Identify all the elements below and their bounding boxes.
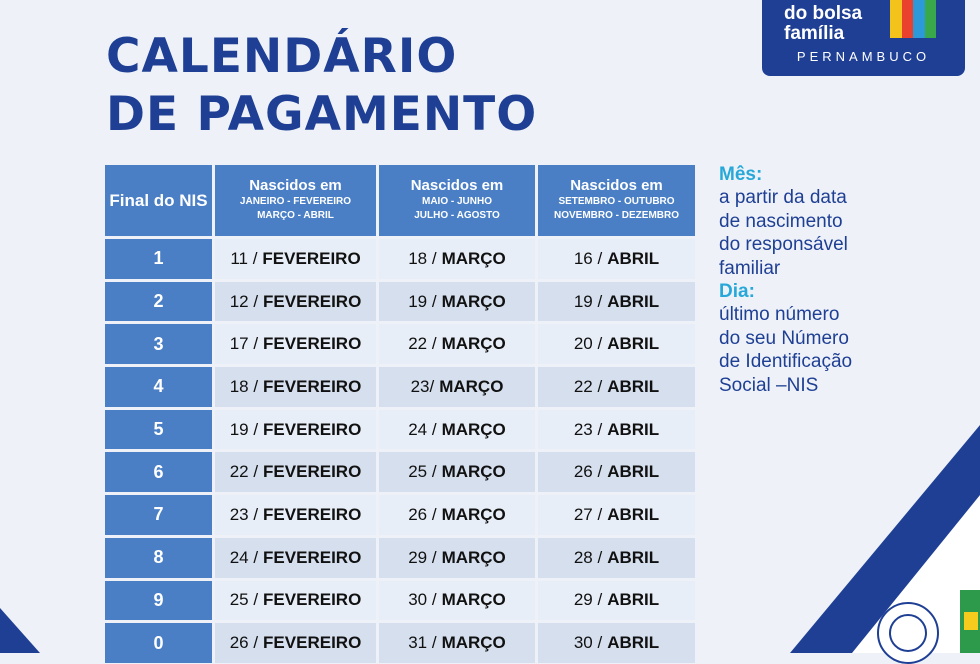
- nis-final-cell: 2: [105, 282, 212, 322]
- payment-month: MARÇO: [441, 504, 506, 524]
- logo-text-line-1: do bolsa: [784, 3, 863, 24]
- header-final-nis: [105, 165, 212, 236]
- payment-day: 25 /: [408, 462, 437, 482]
- payment-day: 22 /: [408, 334, 437, 354]
- payment-day: 31 /: [408, 633, 437, 653]
- payment-month: ABRIL: [607, 376, 660, 396]
- payment-date-cell: [538, 623, 695, 663]
- payment-day: 23/: [410, 376, 435, 396]
- page-title-line-1: CALENDÁRIO: [106, 29, 458, 84]
- legend-mes-line: de nascimento: [719, 210, 843, 232]
- header-title: Nascidos em: [410, 177, 504, 194]
- logo-state-name: PERNAMBUCO: [796, 49, 931, 64]
- nis-final-cell: 7: [105, 495, 212, 535]
- payment-day: 30 /: [408, 590, 437, 610]
- page-title: [106, 28, 537, 144]
- payment-date-cell: [379, 282, 535, 322]
- payment-date-cell: [215, 623, 376, 663]
- header-title: Final do NIS: [109, 190, 208, 210]
- header-months-line: JANEIRO - FEVEREIRO: [239, 196, 352, 207]
- payment-day: 29 /: [573, 590, 603, 610]
- payment-month: FEVEREIRO: [263, 504, 362, 524]
- payment-date-cell: [538, 367, 695, 407]
- payment-month: FEVEREIRO: [263, 547, 362, 567]
- logo-text-line-2: família: [784, 23, 845, 44]
- header-birth-months: [379, 165, 535, 236]
- logo-color-stripes: [890, 0, 936, 38]
- payment-date-cell: [379, 623, 535, 663]
- payment-day: 27 /: [573, 504, 603, 524]
- header-title: Nascidos em: [570, 177, 663, 194]
- state-coat-of-arms-icon: [877, 602, 939, 664]
- payment-calendar-table: [105, 165, 694, 663]
- payment-date-cell: [215, 282, 376, 322]
- payment-date-cell: [538, 495, 695, 535]
- payment-date-cell: [538, 581, 695, 621]
- nis-final-cell: 3: [105, 324, 212, 364]
- logo-stripe: [925, 0, 937, 38]
- nis-final-cell: 5: [105, 410, 212, 450]
- header-months-line: JULHO - AGOSTO: [414, 210, 500, 221]
- payment-day: 19 /: [573, 291, 603, 311]
- payment-date-cell: [379, 410, 535, 450]
- payment-month: FEVEREIRO: [263, 376, 362, 396]
- legend-panel: [719, 163, 969, 397]
- payment-date-cell: [538, 452, 695, 492]
- payment-date-cell: [215, 495, 376, 535]
- header-months-line: SETEMBRO - OUTUBRO: [558, 196, 675, 207]
- flag-corner-icon: [960, 590, 980, 653]
- nis-final-cell: 6: [105, 452, 212, 492]
- payment-month: ABRIL: [607, 248, 660, 268]
- payment-month: MARÇO: [439, 376, 504, 396]
- payment-month: ABRIL: [607, 419, 660, 439]
- payment-date-cell: [538, 239, 695, 279]
- payment-day: 25 /: [229, 590, 259, 610]
- payment-day: 11 /: [230, 248, 258, 268]
- payment-day: 24 /: [229, 547, 259, 567]
- payment-date-cell: [379, 367, 535, 407]
- payment-day: 12 /: [229, 291, 259, 311]
- payment-date-cell: [215, 239, 376, 279]
- payment-day: 19 /: [229, 419, 259, 439]
- legend-mes-label: Mês:: [719, 164, 763, 185]
- payment-date-cell: [538, 282, 695, 322]
- payment-date-cell: [538, 410, 695, 450]
- payment-day: 16 /: [573, 248, 603, 268]
- payment-date-cell: [379, 581, 535, 621]
- header-birth-months: [215, 165, 376, 236]
- payment-month: MARÇO: [441, 547, 506, 567]
- payment-month: FEVEREIRO: [263, 291, 362, 311]
- payment-month: FEVEREIRO: [263, 462, 362, 482]
- payment-month: ABRIL: [607, 504, 660, 524]
- legend-dia-line: de Identificação: [719, 351, 853, 373]
- legend-mes-line: a partir da data: [719, 187, 847, 209]
- header-months-line: NOVEMBRO - DEZEMBRO: [554, 210, 679, 221]
- payment-month: MARÇO: [441, 248, 506, 268]
- payment-day: 26 /: [408, 504, 437, 524]
- payment-month: FEVEREIRO: [263, 419, 362, 439]
- payment-month: ABRIL: [607, 633, 660, 653]
- payment-date-cell: [379, 324, 535, 364]
- payment-day: 18 /: [229, 376, 259, 396]
- header-months-line: MARÇO - ABRIL: [257, 210, 334, 221]
- payment-month: FEVEREIRO: [263, 633, 362, 653]
- payment-month: MARÇO: [441, 419, 506, 439]
- payment-date-cell: [379, 495, 535, 535]
- payment-month: FEVEREIRO: [262, 248, 361, 268]
- decorative-left-triangle: [0, 608, 40, 653]
- payment-date-cell: [379, 452, 535, 492]
- payment-date-cell: [379, 239, 535, 279]
- header-birth-months: [538, 165, 695, 236]
- logo-stripe: [902, 0, 914, 38]
- payment-month: FEVEREIRO: [263, 334, 362, 354]
- bolsa-familia-logo: [762, 0, 965, 76]
- nis-final-cell: 1: [105, 239, 212, 279]
- payment-date-cell: [538, 324, 695, 364]
- payment-month: MARÇO: [441, 462, 506, 482]
- legend-mes-line: do responsável: [719, 234, 848, 256]
- payment-day: 18 /: [408, 248, 437, 268]
- payment-day: 26 /: [573, 462, 603, 482]
- payment-date-cell: [215, 452, 376, 492]
- payment-date-cell: [215, 581, 376, 621]
- payment-day: 26 /: [229, 633, 259, 653]
- payment-date-cell: [538, 538, 695, 578]
- flag-diamond: [964, 612, 978, 630]
- payment-month: ABRIL: [607, 462, 660, 482]
- payment-month: MARÇO: [441, 590, 506, 610]
- payment-day: 19 /: [408, 291, 437, 311]
- legend-mes-line: familiar: [719, 257, 781, 279]
- header-title: Nascidos em: [249, 177, 342, 194]
- payment-day: 20 /: [573, 334, 603, 354]
- payment-date-cell: [379, 538, 535, 578]
- payment-month: MARÇO: [441, 334, 506, 354]
- page-title-line-2: DE PAGAMENTO: [106, 87, 538, 142]
- header-months-line: MAIO - JUNHO: [422, 196, 492, 207]
- payment-month: ABRIL: [607, 547, 660, 567]
- legend-dia-line: do seu Número: [719, 327, 849, 349]
- logo-stripe: [913, 0, 925, 38]
- nis-final-cell: 4: [105, 367, 212, 407]
- payment-day: 23 /: [229, 504, 259, 524]
- payment-month: MARÇO: [441, 291, 506, 311]
- payment-month: ABRIL: [607, 590, 660, 610]
- payment-date-cell: [215, 410, 376, 450]
- payment-month: FEVEREIRO: [263, 590, 362, 610]
- legend-dia-line: último número: [719, 304, 840, 326]
- payment-day: 30 /: [573, 633, 603, 653]
- payment-date-cell: [215, 324, 376, 364]
- nis-final-cell: 0: [105, 623, 212, 663]
- payment-day: 24 /: [408, 419, 437, 439]
- payment-day: 17 /: [229, 334, 259, 354]
- legend-dia-label: Dia:: [719, 281, 755, 303]
- payment-date-cell: [215, 367, 376, 407]
- payment-date-cell: [215, 538, 376, 578]
- payment-day: 22 /: [573, 376, 603, 396]
- payment-day: 22 /: [229, 462, 259, 482]
- payment-day: 23 /: [573, 419, 603, 439]
- payment-month: MARÇO: [441, 633, 506, 653]
- nis-final-cell: 9: [105, 581, 212, 621]
- seal-inner-ring: [889, 614, 927, 652]
- legend-dia-line: Social –NIS: [719, 374, 819, 396]
- payment-day: 29 /: [408, 547, 437, 567]
- payment-month: ABRIL: [607, 291, 660, 311]
- logo-stripe: [890, 0, 902, 38]
- payment-month: ABRIL: [607, 334, 660, 354]
- payment-day: 28 /: [573, 547, 603, 567]
- nis-final-cell: 8: [105, 538, 212, 578]
